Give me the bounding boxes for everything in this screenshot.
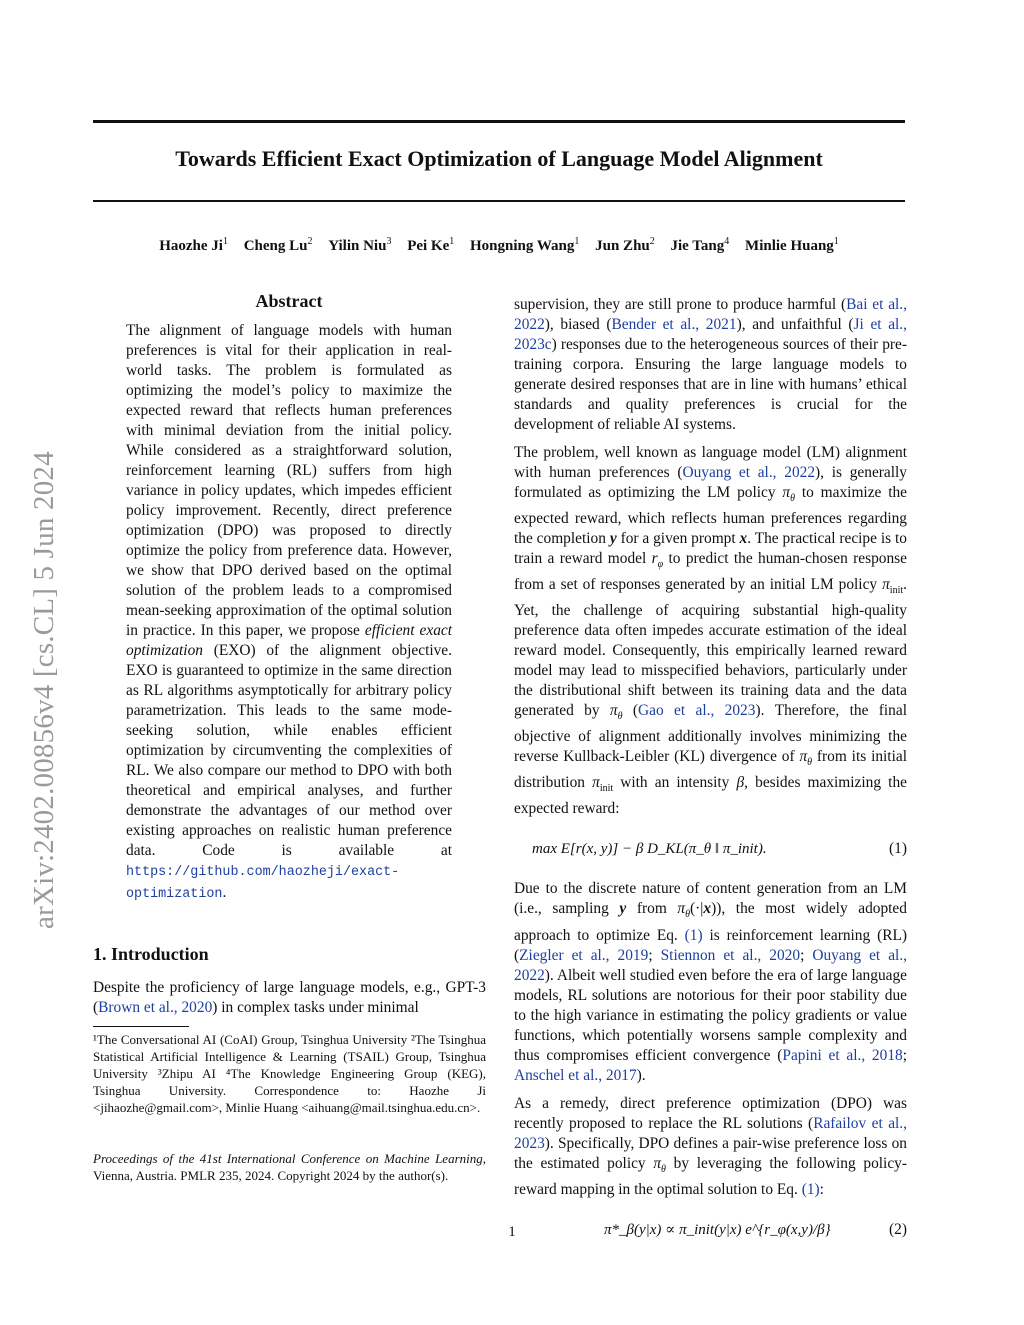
citation-link[interactable]: Ouyang et al., 2022: [514, 946, 908, 984]
arxiv-identifier-stamp: arXiv:2402.00856v4 [cs.CL] 5 Jun 2024: [28, 451, 60, 929]
author: Jie Tang$^4$: [670, 236, 730, 254]
author: Minlie Huang$^1$: [745, 236, 839, 254]
citation-link[interactable]: Brown et al., 2020: [98, 999, 213, 1016]
introduction-section: [93, 944, 486, 1018]
citation-link[interactable]: Gao et al., 2023: [638, 702, 756, 720]
page-number: 1: [508, 1224, 516, 1240]
affiliation-footnote: ¹The Conversational AI (CoAI) Group, Tsinghua University ²The Tsinghua Statistical Artificial Intelligence & Learning (TSAIL) Group, Tsinghua University ³Zhipu AI ⁴The Knowledge Engineering Group (KEG), Tsinghua University. Correspondence to: Haozhe Ji <jihaozhe@gmail.com>, Minlie Huang <aihuang@mail.tsinghua.edu.cn>.: [93, 1032, 486, 1115]
right-column: [514, 295, 907, 1260]
citation-link[interactable]: Papini et al., 2018: [782, 1046, 903, 1064]
footnote-rule: [93, 1026, 189, 1027]
equation-reference[interactable]: (1): [801, 1180, 820, 1198]
paragraph: supervision, they are still prone to produce harmful (Bai et al., 2022), biased (Bender et al., 2021), and unfaithful (Ji et al., 2023c) responses due to the heterogeneous sources of their pre-training corpora. Ensuring the large language models to generate desired responses that are in line with humans’ ethical standards and quality preferences is crucial for the development of reliable AI systems.: [514, 296, 907, 433]
equation-1: [514, 833, 907, 869]
equation-body: π*_β(y|x) ∝ π_init(y|x) e^{r_φ(x,y)/β}: [604, 1221, 831, 1238]
abstract-heading: Abstract: [255, 291, 323, 311]
author: Cheng Lu$^2$: [243, 236, 313, 254]
equation-number: (1): [889, 840, 907, 858]
author: Jun Zhu$^2$: [595, 236, 655, 254]
title-bottom-rule: [93, 200, 905, 202]
paragraph: Due to the discrete nature of content generation from an LM (i.e., sampling y from $\pi_\theta(\cdot|x)$), the most widely adopted approach to optimize Eq. (1) is reinforcement learning (RL) (Ziegler et al., 2019; Stiennon et al., 2020; Ouyang et al., 2022). Albeit well studied even before the era of large language models, RL solutions are notorious for their poor stability due to the high variance in estimating the policy gradients or value functions, which potentially worsens sample complexity and thus compromises efficient convergence (Papini et al., 2018; Anschel et al., 2017).: [514, 880, 908, 1084]
author: Haozhe Ji$^1$: [159, 236, 228, 254]
citation-link[interactable]: Ziegler et al., 2019: [519, 946, 649, 964]
author: Hongning Wang$^1$: [470, 236, 580, 254]
equation-reference[interactable]: (1): [684, 926, 703, 944]
section-heading: 1. Introduction: [93, 944, 209, 964]
citation-link[interactable]: Ouyang et al., 2022: [682, 464, 816, 481]
citation-link[interactable]: Bender et al., 2021: [611, 316, 737, 333]
author: Pei Ke$^1$: [407, 236, 455, 254]
citation-link[interactable]: Ji et al., 2023c: [514, 316, 907, 353]
citation-link[interactable]: Bai et al., 2022: [514, 296, 907, 333]
intro-paragraph: Despite the proficiency of large language models, e.g., GPT-3 (Brown et al., 2020) in complex tasks under minimal: [93, 979, 486, 1016]
paragraph: As a remedy, direct preference optimization (DPO) was recently proposed to replace the RL solutions (Rafailov et al., 2023). Specifically, DPO defines a pair-wise preference loss on the estimated policy $\pi_\theta$ by leveraging the following policy-reward mapping in the optimal solution to Eq. (1):: [514, 1094, 908, 1198]
emphasis-text: efficient exact optimization: [126, 622, 452, 659]
citation-link[interactable]: Stiennon et al., 2020: [660, 946, 801, 964]
citation-link[interactable]: Rafailov et al., 2023: [514, 1114, 908, 1152]
proceedings-note: Proceedings of the 41st International Conference on Machine Learning, Vienna, Austria. PMLR 235, 2024. Copyright 2024 by the author(s).: [93, 1151, 486, 1183]
paper-title: Towards Efficient Exact Optimization of Language Model Alignment: [175, 146, 823, 171]
code-link[interactable]: https://github.com/haozheji/exact-optimization: [126, 865, 400, 902]
abstract-section: [126, 291, 452, 905]
author: Yilin Niu$^3$: [328, 236, 392, 254]
abstract-text: The alignment of language models with human preferences is vital for their application in real-world tasks. The problem is formulated as optimizing the model’s policy to maximize the expected reward that reflects human preferences with minimal deviation from the initial policy. While considered as a straightforward solution, reinforcement learning (RL) suffers from high variance in policy updates, which impedes efficient policy improvement. Recently, direct preference optimization (DPO) was proposed to directly optimize the policy from preference data. However, we show that DPO derived based on the optimal solution of the problem leads to a compromised mean-seeking approximation of the optimal solution in practice. In this paper, we propose efficient exact optimization (EXO) of the alignment objective. EXO is guaranteed to optimize in the same direction as RL algorithms asymptotically for arbitrary policy parametrization. This leads to the same mode-seeking solution, while enables efficient optimization by circumventing the complexities of RL. We also compare our method to DPO with both theoretical and empirical analyses, and further demonstrate the advantages of our method over existing approaches on realistic human preference data. Code is available at https://github.com/haozheji/exact-optimization.: [126, 322, 452, 902]
equation-number: (2): [889, 1220, 907, 1238]
author-list: [93, 236, 905, 255]
title-top-rule: [93, 120, 905, 123]
paragraph: The problem, well known as language model (LM) alignment with human preferences (Ouyang et al., 2022), is generally formulated as optimizing the LM policy $\pi_\theta$ to maximize the expected reward, which reflects human preferences regarding the completion y for a given prompt x. The practical recipe is to train a reward model $r_\varphi$ to predict the human-chosen response from a set of responses generated by an initial LM policy $\pi_{init}$. Yet, the challenge of acquiring substantial high-quality preference data often impedes accurate estimation of the ideal reward model. Consequently, this empirically learned reward model may lead to misspecified behaviors, particularly under the distributional shift between its training data and the data generated by $\pi_\theta$ (Gao et al., 2023). Therefore, the final objective of alignment additionally involves minimizing the reverse Kullback-Leibler (KL) divergence of $\pi_\theta$ from its initial distribution $\pi_{init}$ with an intensity β, besides maximizing the expected reward:: [514, 444, 907, 818]
equation-body: max E[r(x, y)] − β D_KL(π_θ ‖ π_init).: [532, 841, 767, 858]
citation-link[interactable]: Anschel et al., 2017: [514, 1066, 637, 1084]
